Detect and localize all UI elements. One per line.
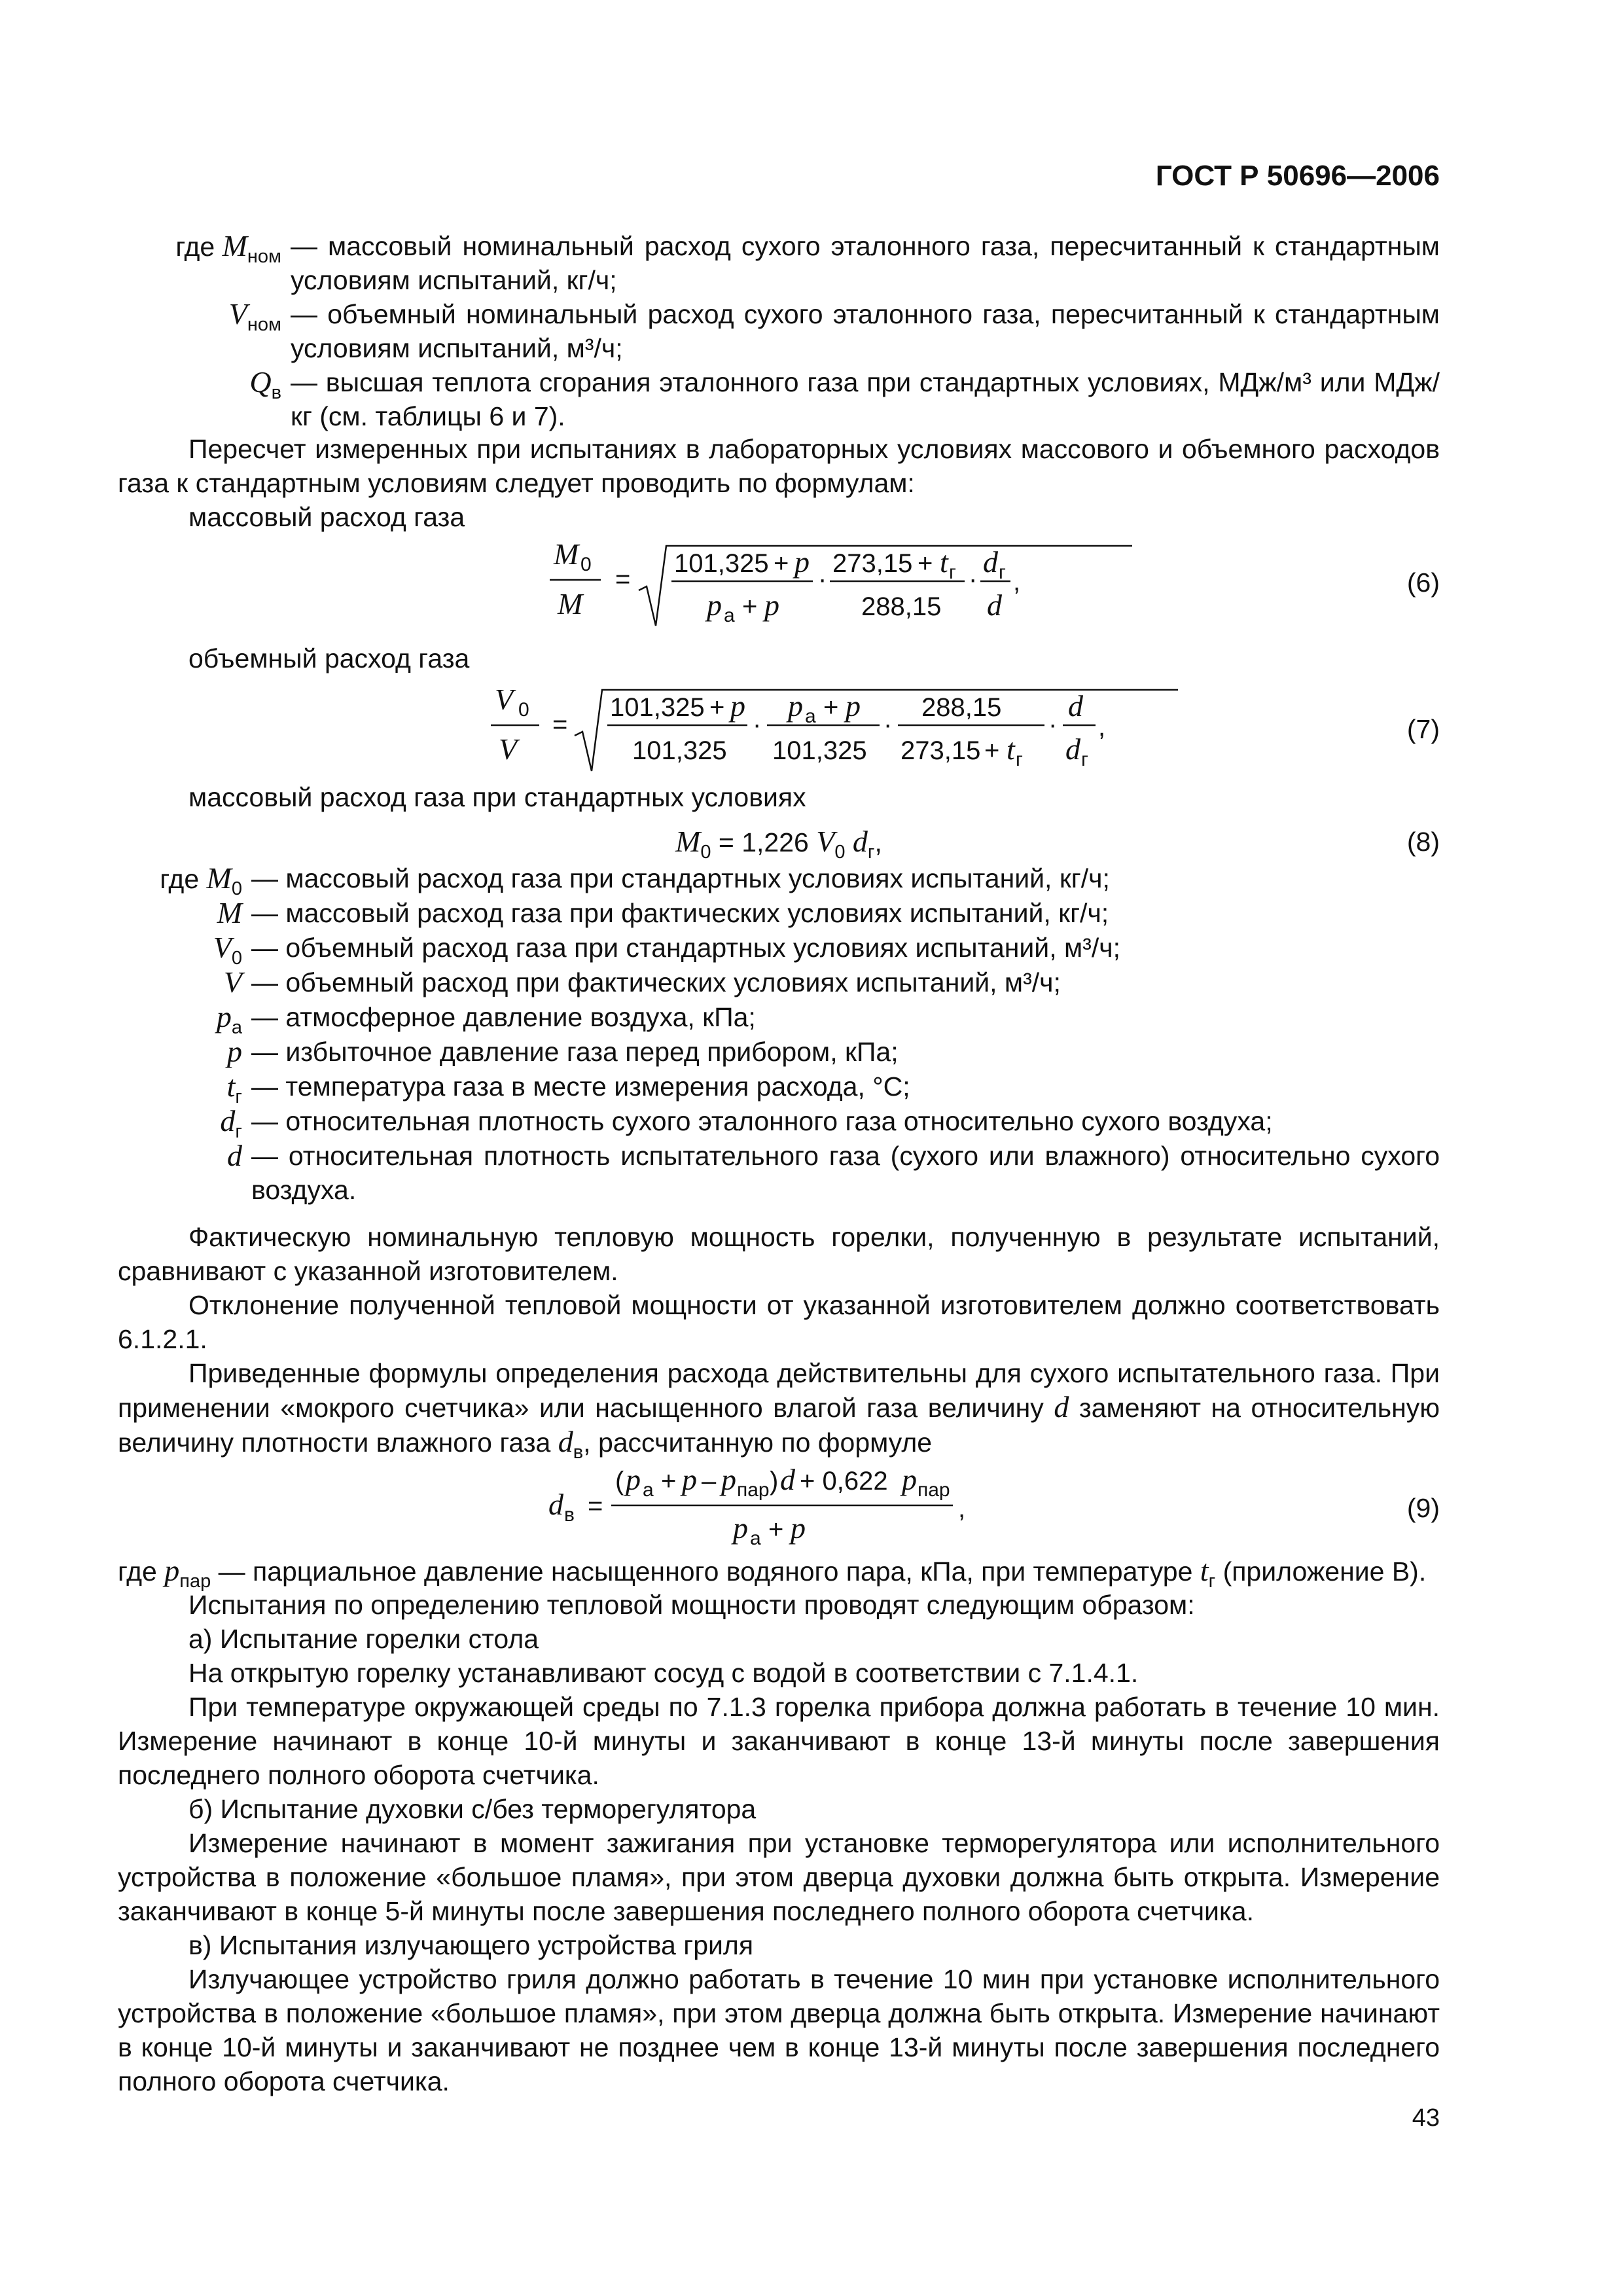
page-number: 43 xyxy=(1412,2104,1440,2132)
svg-text:p: p xyxy=(682,1463,697,1496)
definition-term xyxy=(118,965,242,1000)
definition-term xyxy=(118,365,281,433)
definition-symbol: V xyxy=(213,931,232,964)
definition-subscript: 0 xyxy=(231,948,242,969)
svg-text:+: + xyxy=(823,693,839,722)
definition-term xyxy=(118,1104,242,1142)
definition-symbol: t xyxy=(226,1069,236,1103)
svg-text:101,325: 101,325 xyxy=(772,736,867,765)
svg-text:·: · xyxy=(883,710,893,739)
svg-text:+: + xyxy=(918,549,933,578)
svg-text:г: г xyxy=(949,562,956,583)
definition-subscript: г xyxy=(235,1121,242,1142)
definition-subscript: 0 xyxy=(231,878,242,899)
svg-text:в: в xyxy=(564,1504,575,1526)
svg-text:(: ( xyxy=(615,1467,624,1496)
definition-text: — относительная плотность сухого эталонного газа относительно сухого воздуха; xyxy=(251,1106,1273,1136)
definitions-nominal xyxy=(118,229,1440,433)
definition-text: — относительная плотность испытательного газа (сухого или влажного) относительно сухого воздуха. xyxy=(251,1141,1440,1205)
svg-text:0: 0 xyxy=(518,699,529,721)
definition-symbol: d xyxy=(227,1139,242,1172)
svg-text:p: p xyxy=(730,689,745,723)
document-header: ГОСТ Р 50696—2006 xyxy=(1155,160,1440,192)
paragraph-formulas-validity: Приведенные формулы определения расхода действительны для сухого испытательного газа. При применении «мокрого счетчика» или насыщенного влагой газа величину d заменяют на относительную величину плотности влажного газа $d_в$, рассчитанную по формуле xyxy=(118,1358,1440,1463)
definition-symbol: Q xyxy=(249,365,272,399)
item-a-heading: а) Испытание горелки стола xyxy=(188,1624,539,1654)
svg-text:d: d xyxy=(987,588,1002,622)
svg-text:p: p xyxy=(721,1463,736,1496)
svg-text:а: а xyxy=(724,605,735,626)
definition-text: — объемный расход газа при стандартных условиях испытаний, м³/ч; xyxy=(251,933,1120,963)
equation-7-number: (7) xyxy=(1406,714,1440,744)
definition-text: — массовый номинальный расход сухого эталонного газа, пересчитанный к стандартным условиям испытаний, кг/ч; xyxy=(291,231,1440,295)
svg-text:+: + xyxy=(768,1515,784,1544)
definition-text: — массовый расход газа при стандартных условиях испытаний, кг/ч; xyxy=(251,863,1110,893)
svg-text:·: · xyxy=(1048,710,1058,739)
definition-subscript: а xyxy=(231,1017,242,1038)
definition-term xyxy=(118,861,242,899)
definition-term xyxy=(118,229,281,297)
svg-text:101,325: 101,325 xyxy=(674,549,769,578)
svg-text:p: p xyxy=(626,1463,641,1496)
svg-text:d: d xyxy=(1065,732,1080,766)
equation-7 xyxy=(118,675,1440,780)
svg-text:p: p xyxy=(791,1511,806,1545)
definition-symbol: p xyxy=(227,1035,242,1068)
definition-subscript: в xyxy=(271,382,281,403)
svg-text:M: M xyxy=(558,587,583,620)
svg-text:,: , xyxy=(1013,567,1021,596)
svg-text:p: p xyxy=(733,1511,748,1545)
svg-text:г: г xyxy=(1016,749,1023,770)
svg-text:·: · xyxy=(753,710,762,739)
svg-text:d: d xyxy=(780,1463,795,1496)
svg-text:а: а xyxy=(750,1528,761,1549)
definition-symbol: M xyxy=(206,861,232,895)
definition-prefix: где xyxy=(175,232,223,262)
definition-term xyxy=(118,1139,242,1207)
definition-prefix: где xyxy=(160,864,207,894)
svg-text:пар: пар xyxy=(918,1479,950,1501)
test-procedure xyxy=(118,1588,1440,2098)
svg-text:г: г xyxy=(999,562,1006,583)
svg-text:273,15: 273,15 xyxy=(832,549,913,578)
equation-7-formula xyxy=(484,675,1335,780)
definition-text: — объемный номинальный расход сухого эталонного газа, пересчитанный к стандартным условиям испытаний, м³/ч; xyxy=(291,299,1440,363)
svg-text:=: = xyxy=(615,565,631,594)
item-a-p1: На открытую горелку устанавливают сосуд с водой в соответствии с 7.1.4.1. xyxy=(188,1658,1139,1688)
definition-subscript: ном xyxy=(247,246,281,267)
definition-term xyxy=(118,931,242,969)
definition-symbol: V xyxy=(228,297,247,331)
definition-text: — температура газа в месте измерения расхода, °С; xyxy=(251,1071,910,1102)
definition-text: — массовый расход газа при фактических условиях испытаний, кг/ч; xyxy=(251,898,1109,928)
svg-text:d: d xyxy=(1068,689,1083,723)
definition-term xyxy=(118,1069,242,1107)
svg-text:пар: пар xyxy=(737,1479,770,1501)
definition-term xyxy=(118,896,242,931)
label-mass-flow-std: массовый расход газа при стандартных условиях xyxy=(188,782,806,812)
svg-text:а: а xyxy=(643,1479,654,1501)
definition-symbol: M xyxy=(222,229,247,262)
svg-text:288,15: 288,15 xyxy=(861,592,942,621)
svg-text:t: t xyxy=(1007,732,1015,766)
definition-text: — высшая теплота сгорания эталонного газа при стандартных условиях, МДж/м³ или МДж/кг (см. таблицы 6 и 7). xyxy=(291,367,1440,431)
svg-text:273,15: 273,15 xyxy=(901,736,981,765)
svg-text:+: + xyxy=(709,693,725,722)
definition-subscript: г xyxy=(235,1086,242,1107)
equation-9-formula xyxy=(543,1457,1132,1555)
paragraph-actual-power: Фактическую номинальную тепловую мощность горелки, полученную в результате испытаний, сравнивают с указанной изготовителем. xyxy=(118,1222,1440,1286)
definition-ppar: где $p_{пар}$ — парциальное давление насыщенного водяного пара, кПа, при температуре $t_г$ (приложение В). xyxy=(118,1554,1427,1592)
svg-text:p: p xyxy=(902,1463,917,1496)
svg-text:=: = xyxy=(588,1492,603,1520)
equation-9 xyxy=(118,1457,1440,1555)
svg-text:,: , xyxy=(958,1494,966,1523)
paragraph-deviation: Отклонение полученной тепловой мощности от указанной изготовителем должно соответствовать 6.1.2.1. xyxy=(118,1290,1440,1354)
definition-term xyxy=(118,1035,242,1069)
definition-subscript: ном xyxy=(247,314,281,335)
definition-symbol: d xyxy=(220,1104,236,1138)
definition-text: — атмосферное давление воздуха, кПа; xyxy=(251,1002,756,1032)
svg-text:+: + xyxy=(742,592,758,621)
definition-term xyxy=(118,1000,242,1038)
equation-6 xyxy=(118,530,1440,635)
svg-text:г: г xyxy=(1081,749,1088,770)
label-mass-flow: массовый расход газа xyxy=(188,502,465,532)
svg-text:t: t xyxy=(940,545,948,579)
definition-text: — объемный расход при фактических условиях испытаний, м³/ч; xyxy=(251,967,1061,997)
svg-text:): ) xyxy=(770,1467,779,1496)
definition-symbol: M xyxy=(217,896,242,929)
paragraph-recalc: Пересчет измеренных при испытаниях в лабораторных условиях массового и объемного расходов газа к стандартным условиям следует проводить по формулам: xyxy=(118,434,1440,498)
svg-text:–: – xyxy=(702,1467,717,1496)
svg-text:p: p xyxy=(707,588,722,622)
equation-9-number: (9) xyxy=(1406,1493,1440,1523)
svg-text:+ 0,622: + 0,622 xyxy=(800,1467,888,1496)
item-b-p1: Измерение начинают в момент зажигания при установке терморегулятора или исполнительного устройства в положение «большое пламя», при этом дверца духовки должна быть открыта. Измерение заканчивают в конце 5-й минуты после завершения последнего полного оборота счетчика. xyxy=(118,1828,1440,1926)
svg-text:·: · xyxy=(969,565,978,594)
svg-text:V: V xyxy=(499,732,518,766)
svg-text:+: + xyxy=(774,549,789,578)
equation-6-formula xyxy=(543,530,1329,635)
equation-6-number: (6) xyxy=(1406,567,1440,598)
svg-text:M: M xyxy=(554,537,579,571)
svg-text:=: = xyxy=(552,710,568,739)
equation-8-formula: $M_0 = 1,226$ $V_0$ $d_г$, xyxy=(675,825,882,863)
svg-text:·: · xyxy=(818,565,827,594)
item-c-heading: в) Испытания излучающего устройства гриля xyxy=(188,1930,754,1960)
label-volume-flow: объемный расход газа xyxy=(188,643,470,673)
svg-text:d: d xyxy=(983,545,998,579)
svg-text:d: d xyxy=(548,1488,563,1521)
svg-text:а: а xyxy=(805,706,816,727)
definition-text: — избыточное давление газа перед прибором, кПа; xyxy=(251,1037,899,1067)
svg-text:p: p xyxy=(788,689,803,723)
svg-text:+: + xyxy=(661,1467,677,1496)
svg-text:0: 0 xyxy=(580,554,592,575)
definitions-flow xyxy=(118,861,1440,1207)
definition-symbol: V xyxy=(223,965,242,999)
svg-text:+: + xyxy=(984,736,1000,765)
svg-text:V: V xyxy=(495,683,514,716)
svg-text:p: p xyxy=(794,545,810,579)
equation-8 xyxy=(118,825,1440,861)
svg-text:,: , xyxy=(1098,713,1106,742)
item-a-p2: При температуре окружающей среды по 7.1.3 горелка прибора должна работать в течение 10 мин. Измерение начинают в конце 10-й минуты и заканчивают в конце 13-й минуты после завершения последнего полного оборота счетчика. xyxy=(118,1692,1440,1790)
definition-symbol: p xyxy=(216,1000,232,1033)
definition-term xyxy=(118,297,281,365)
item-c-p1: Излучающее устройство гриля должно работать в течение 10 мин при установке исполнительного устройства в положение «большое пламя», при этом дверца должна быть открыта. Измерение начинают в конце 10-й минуты и заканчивают не позднее чем в конце 13-й минуты после завершения последнего полного оборота счетчика. xyxy=(118,1964,1440,2096)
test-intro: Испытания по определению тепловой мощности проводят следующим образом: xyxy=(188,1590,1195,1620)
svg-text:p: p xyxy=(764,588,779,622)
svg-text:101,325: 101,325 xyxy=(610,693,705,722)
svg-text:101,325: 101,325 xyxy=(632,736,727,765)
document-page xyxy=(118,0,1440,2296)
equation-8-number: (8) xyxy=(1406,827,1440,857)
svg-text:288,15: 288,15 xyxy=(921,693,1002,722)
item-b-heading: б) Испытание духовки с/без терморегулятора xyxy=(188,1794,757,1824)
svg-text:p: p xyxy=(846,689,861,723)
